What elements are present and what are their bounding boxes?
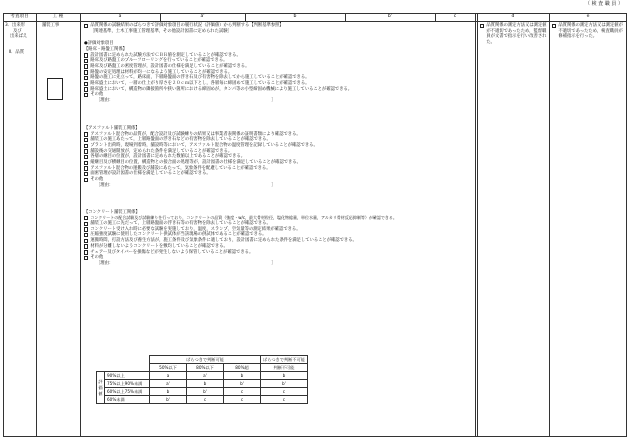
- item-checkbox[interactable]: [84, 250, 88, 254]
- list-item: コンクリートの配合試験及び試験練りを行っており，コンクリートの品質（強度・w/c，最大骨材粒径，塩化物総量，単位水量，アルカリ骨材反応抑制等）が確認できる。: [84, 215, 474, 221]
- item-checkbox[interactable]: [84, 70, 88, 74]
- item-label-4: Ⅱ．品質: [9, 49, 25, 55]
- list-item: アスファルト混合物の品質が，配合設計及び試験練りの結果又は事業者表関係の証明書類により確認できる。: [84, 132, 474, 138]
- memo-label[interactable]: ［理由：: [96, 182, 114, 188]
- list-item: プラント出荷時，現場到着時，舗設時等において，アスファルト混合物の温度管理を記録していることが確認できる。: [84, 143, 474, 149]
- type-checkbox[interactable]: [47, 78, 63, 100]
- memo-row: ［理由： ］: [96, 98, 276, 104]
- inspector-label: （ 検 査 職 員 ）: [585, 1, 623, 7]
- section-roadbed-items: [84, 52, 474, 104]
- evaluation-heading: ●評価対象項目: [84, 41, 114, 47]
- header-item: 考査項目: [10, 14, 29, 19]
- item-label-1: 3．出来形: [5, 23, 25, 28]
- list-item-other: その他: [84, 92, 474, 98]
- intro-line-1: 品質関係の試験結果のばらつきで評価対象項目の履行状況（評価値）から判断する【判断基準参照】: [90, 23, 284, 29]
- divider-item: [36, 13, 37, 437]
- memo-row: ［理由： ］: [96, 261, 276, 267]
- list-item: アスファルト混合物の運搬及び舗設にあたって，気象条件を配慮していることが確認できる。: [84, 166, 474, 172]
- divider-b2: [435, 13, 436, 21]
- item-checkbox[interactable]: [84, 82, 88, 86]
- item-checkbox[interactable]: [84, 256, 88, 260]
- item-checkbox[interactable]: [84, 227, 88, 231]
- table-head-group1: ばらつきで判断可能: [150, 356, 261, 364]
- list-item: 舗装工の施工あたって，上層路盤面の浮き石などの有害物を除去していることが確認できる。: [84, 137, 474, 143]
- list-item: 路床及び路盤工のプルーフローリングを行っていることが確認できる。: [84, 58, 474, 64]
- list-item-other: その他: [84, 255, 474, 261]
- list-item: 運搬時間，打設方法及び養生方法が，施工条件及び気象条件に適しており，設計図書に定められた条件を満足していることが確認できる。: [84, 238, 474, 244]
- item-checkbox[interactable]: [84, 59, 88, 63]
- list-item: コンクリート受け入れ時に必要な試験を実施しており，温度，スランプ，空気量等の測定結果が確認できる。: [84, 227, 474, 233]
- item-checkbox[interactable]: [84, 178, 88, 182]
- col-d-note: 品質関係の測定方法又は測定値が不適切であったため，監督職員が文書で指示を行い改善された。: [480, 23, 547, 45]
- divider-c: [475, 13, 476, 437]
- item-checkbox[interactable]: [84, 233, 88, 237]
- col-e-checkbox[interactable]: [552, 24, 556, 28]
- item-checkbox[interactable]: [84, 53, 88, 57]
- item-checkbox[interactable]: [84, 144, 88, 148]
- section-asphalt-title: 【アスファルト舗装工関係】: [84, 125, 140, 131]
- section-asphalt-items: [84, 132, 474, 189]
- col-e-note: 品質関係の測定方法又は測定値が不適切であったため，検査職員が修補指示を行った。: [552, 23, 625, 40]
- item-checkbox[interactable]: [84, 222, 88, 226]
- section-concrete-items: [84, 215, 474, 267]
- header-b2: b': [387, 14, 393, 19]
- intro-checkbox[interactable]: [84, 24, 88, 28]
- divider-c2: [477, 13, 478, 437]
- item-label: [5, 23, 35, 55]
- header-e: e: [586, 14, 590, 19]
- list-item: 路盤の施工に先立って，路床面，下層路盤面の浮き石及び有害物を除去してから施工していることが確認できる。: [84, 75, 474, 81]
- item-checkbox[interactable]: [84, 132, 88, 136]
- divider-d: [549, 13, 550, 437]
- list-item: 材料が分離しないようコンクリートを敷均していることが確認できる。: [84, 244, 474, 250]
- item-label-3: 出来ばえ: [10, 34, 28, 40]
- table-row: 評価値 90%以上 a a' b b: [97, 372, 308, 380]
- table-side-label: 評価値: [97, 372, 105, 404]
- col-d-checkbox[interactable]: [480, 24, 484, 28]
- list-item: チェアー及びタイバーを損傷などが発生しないよう保管していることが確認できる。: [84, 249, 474, 255]
- header-type: 工 種: [52, 14, 64, 19]
- item-checkbox[interactable]: [84, 239, 88, 243]
- list-item: 路盤の安定処理は材料が均一になるよう施工していることが確認できる。: [84, 70, 474, 76]
- section-concrete-title: 【コンクリート舗装工関係】: [84, 209, 140, 215]
- list-item: 圧縮強度試験に使用したコンクリート供試体が当該現場の供試体であることが確認できる。: [84, 232, 474, 238]
- item-checkbox[interactable]: [84, 216, 88, 220]
- item-checkbox[interactable]: [84, 93, 88, 97]
- memo-label[interactable]: ［理由：: [96, 98, 114, 104]
- table-head-col: 80%超: [224, 364, 261, 372]
- item-checkbox[interactable]: [84, 172, 88, 176]
- list-item: 路床盛土において，一層の仕上がり厚さを２０ｃｍ以下とし，各層毎に締固めて施工していることが確認できる。: [84, 81, 474, 87]
- section-roadbed-title: 【路床・路盤工関係】: [84, 46, 127, 52]
- item-label-2: 及び: [13, 28, 22, 34]
- item-checkbox[interactable]: [84, 64, 88, 68]
- list-item: 各層の継目の位置が，設計図書に定められた数値以上であることが確認できる。: [84, 154, 474, 160]
- memo-row: ［理由： ］: [96, 182, 276, 188]
- list-item: 縦継目及び横継目の位置，構造物との接合面の処理等が，設計図書の仕様を満足していることが確認できる。: [84, 160, 474, 166]
- divider-a: [160, 13, 161, 21]
- list-item: 設計図書に定められた試験方法でＣＢＲ値を測定していることが確認できる。: [84, 52, 474, 58]
- item-checkbox[interactable]: [84, 76, 88, 80]
- list-item: 路床及び路盤工の密度管理が，設計図書の仕様を満足していることが確認できる。: [84, 64, 474, 70]
- item-checkbox[interactable]: [84, 244, 88, 248]
- item-checkbox[interactable]: [84, 166, 88, 170]
- table-head-col: 判断不可能: [261, 364, 308, 372]
- divider-a2: [245, 13, 246, 21]
- item-checkbox[interactable]: [84, 149, 88, 153]
- table-row: 60%以上75%未満 b b' c c: [97, 388, 308, 396]
- item-checkbox[interactable]: [84, 87, 88, 91]
- header-b: b: [293, 14, 297, 19]
- header-a2: a': [200, 14, 205, 19]
- item-checkbox[interactable]: [84, 155, 88, 159]
- table-head-col: 50%以下: [150, 364, 187, 372]
- type-label: 舗装工事: [42, 23, 60, 28]
- item-checkbox[interactable]: [84, 161, 88, 165]
- judgement-table: [96, 355, 308, 404]
- divider-b: [345, 13, 346, 21]
- table-row: 60%未満 b' c c c: [97, 396, 308, 404]
- item-checkbox[interactable]: [84, 138, 88, 142]
- list-item: 面密管理が設計図書の仕様を満足していることが確認できる。: [84, 171, 474, 177]
- list-item: 舗装工の施工に先だって，上層路盤面の浮き石等の有害物を除去していることが確認できる。: [84, 221, 474, 227]
- table-head-group2: ばらつきで判断不可能: [261, 356, 308, 364]
- intro-line-2: ［関連基準，土木工事施工管理基準，その他設計図書に定められた試験］: [90, 28, 232, 34]
- header-d: d: [511, 14, 515, 19]
- header-a: a: [118, 14, 122, 19]
- memo-label[interactable]: ［理由：: [96, 261, 114, 267]
- header-c: c: [453, 14, 457, 19]
- list-item-other: その他: [84, 177, 474, 183]
- list-item: 路床盛土において，構造物の隣接箇所や狭い箇所における締固めが，タンパ等の小型締固め機械により施工していることが確認できる。: [84, 87, 474, 93]
- table-head-col: 80%以下: [187, 364, 224, 372]
- divider-type: [80, 13, 81, 437]
- list-item: 舗設後の交通開放が，定められた条件を満足していることが確認できる。: [84, 149, 474, 155]
- evaluation-content: [84, 23, 474, 267]
- table-row: 75%以上90%未満 a' b b' b': [97, 380, 308, 388]
